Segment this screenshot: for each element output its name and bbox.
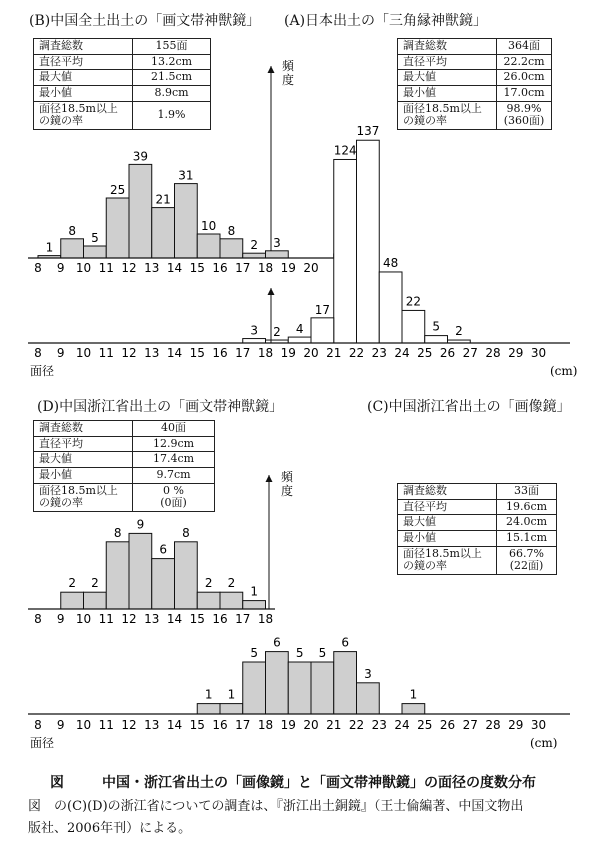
histogram-bar: [243, 339, 266, 343]
histogram-bar: [220, 592, 243, 609]
tick-label-d: 11: [98, 612, 114, 626]
tick-label-a: 11: [98, 346, 114, 360]
tick-label-a: 23: [371, 346, 387, 360]
histogram-bar: [84, 246, 107, 258]
stats-value: 17.4cm: [133, 452, 215, 468]
bar-value-label: 17: [314, 302, 331, 317]
bar-value-label: 1: [409, 687, 418, 702]
stats-key: 直径平均: [34, 436, 133, 452]
unit-lower: (cm): [530, 736, 558, 750]
note-line-1: 図 の(C)(D)の浙江省についての調査は、『浙江出土銅鏡』（王士倫編著、中国文物出: [28, 799, 524, 814]
histogram-bar: [311, 662, 334, 714]
tick-label-b: 17: [235, 261, 251, 275]
bar-value-label: 2: [204, 576, 213, 591]
histogram-bar: [220, 239, 243, 258]
tick-label-b: 16: [212, 261, 228, 275]
stats-key: 最小値: [398, 530, 497, 546]
tick-label-d: 10: [75, 612, 92, 626]
tick-label-b: 10: [75, 261, 92, 275]
stats-key: 直径平均: [398, 54, 497, 70]
tick-label-d: 14: [166, 612, 183, 626]
tick-label-b: 14: [166, 261, 183, 275]
tick-label-c: 11: [98, 718, 114, 732]
tick-label-c: 21: [326, 718, 342, 732]
histogram-bar: [175, 542, 198, 609]
histogram-bar: [197, 234, 220, 258]
tick-label-d: 18: [257, 612, 274, 626]
stats-value-sub: (0面): [160, 496, 187, 510]
frequency-axis-lower-stub-head: [268, 288, 275, 295]
bar-value-label: 8: [182, 525, 190, 540]
stats-value: 24.0cm: [497, 515, 557, 531]
bar-value-label: 4: [295, 322, 304, 337]
title-a: (A)日本出土の「三角縁神獣鏡」: [284, 13, 488, 29]
tick-label-b: 19: [280, 261, 296, 275]
tick-label-a: 13: [144, 346, 160, 360]
stats-key: 最大値: [398, 70, 497, 86]
xlabel-upper: 面径: [30, 364, 55, 378]
histogram-bar: [106, 542, 129, 609]
tick-label-c: 12: [121, 718, 137, 732]
title-b: (B)中国全土出土の「画文帯神獣鏡」: [29, 13, 261, 29]
histogram-bar: [175, 184, 198, 258]
bar-value-label: 25: [110, 183, 126, 197]
bar-value-label: 2: [273, 325, 281, 340]
stats-value: 1.9%: [133, 101, 211, 129]
histogram-bar: [129, 533, 152, 609]
bar-value-label: 2: [227, 576, 236, 591]
histogram-bar: [106, 198, 129, 258]
bar-value-label: 5: [318, 646, 327, 660]
histogram-bar: [357, 683, 380, 714]
histogram-bar: [266, 251, 289, 258]
bar-value-label: 137: [356, 124, 380, 139]
tick-label-a: 17: [235, 346, 251, 360]
stats-value-sub: (360面): [503, 114, 545, 128]
tick-label-a: 26: [439, 346, 456, 360]
stats-value: 9.7cm: [133, 467, 215, 483]
tick-label-a: 22: [348, 346, 365, 360]
ylabel-lower: 度: [280, 484, 294, 498]
stats-value: 8.9cm: [133, 85, 211, 101]
stats-value: 33面: [497, 484, 557, 500]
tick-label-a: 24: [394, 346, 410, 360]
bar-value-label: 8: [113, 525, 122, 540]
stats-key: 面径18.5m以上の鏡の率: [398, 546, 497, 574]
tick-label-a: 14: [166, 346, 183, 360]
tick-label-a: 27: [462, 346, 478, 360]
stats-value: 21.5cm: [133, 70, 211, 86]
bar-value-label: 5: [250, 646, 258, 660]
frequency-axis-d-head: [266, 475, 273, 482]
tick-label-d: 13: [144, 612, 160, 626]
tick-label-c: 14: [166, 718, 183, 732]
figure-note: [28, 796, 588, 840]
histogram-bar: [266, 652, 289, 714]
histogram-bar: [288, 337, 311, 343]
bar-value-label: 1: [204, 687, 213, 702]
bar-value-label: 2: [68, 576, 76, 591]
stats-key: 面径18.5m以上の鏡の率: [34, 483, 133, 511]
tick-label-c: 28: [485, 718, 501, 732]
tick-label-a: 10: [75, 346, 92, 360]
bar-value-label: 3: [273, 235, 281, 250]
histogram-bar: [243, 662, 266, 714]
histogram-bar: [152, 559, 175, 609]
tick-label-d: 8: [34, 612, 42, 626]
histogram-bar: [288, 662, 311, 714]
tick-label-d: 12: [121, 612, 137, 626]
bar-value-label: 6: [159, 542, 167, 557]
bar-value-label: 10: [201, 219, 217, 233]
bar-value-label: 6: [273, 635, 281, 650]
stats-value: 0 % (0面): [133, 483, 215, 511]
tick-label-c: 26: [439, 718, 456, 732]
histogram-bar: [334, 652, 357, 714]
histogram-bar: [129, 164, 152, 258]
histogram-bar: [402, 704, 425, 714]
tick-label-a: 16: [212, 346, 228, 360]
unit-upper: (cm): [550, 364, 578, 378]
stats-key: 最小値: [34, 467, 133, 483]
tick-label-d: 15: [189, 612, 205, 626]
stats-key: 調査総数: [398, 39, 497, 55]
tick-label-b: 18: [257, 261, 274, 275]
tick-label-c: 30: [530, 718, 547, 732]
stats-key: 直径平均: [34, 54, 133, 70]
tick-label-b: 20: [303, 261, 319, 275]
bar-value-label: 8: [68, 223, 76, 238]
histogram-bar: [357, 140, 380, 343]
stats-value-sub: (22面): [509, 559, 544, 573]
title-d: (D)中国浙江省出土の「画文帯神獣鏡」: [37, 399, 284, 415]
note-line-2: 版社、2006年刊）による。: [28, 821, 192, 836]
histogram-bar: [402, 310, 425, 343]
figure-caption: [28, 772, 536, 792]
bar-value-label: 9: [136, 517, 145, 532]
tick-label-a: 9: [56, 346, 65, 360]
bar-value-label: 2: [91, 576, 99, 591]
bar-value-label: 3: [250, 323, 258, 338]
stats-value: 15.1cm: [497, 530, 557, 546]
tick-label-c: 17: [235, 718, 251, 732]
tick-label-a: 18: [257, 346, 274, 360]
tick-label-c: 10: [75, 718, 92, 732]
bar-value-label: 5: [432, 319, 440, 334]
stats-key: 最大値: [34, 70, 133, 86]
stats-value: 364面: [497, 39, 552, 55]
stats-value: 26.0cm: [497, 70, 552, 86]
tick-label-b: 15: [189, 261, 205, 275]
bar-value-label: 31: [178, 168, 194, 183]
bar-value-label: 2: [250, 238, 258, 253]
stats-key: 最小値: [34, 85, 133, 101]
bar-value-label: 5: [91, 231, 99, 245]
tick-label-a: 8: [34, 346, 42, 360]
stats-key: 最小値: [398, 85, 497, 101]
bar-value-label: 6: [341, 635, 349, 650]
stats-value: 17.0cm: [497, 85, 552, 101]
tick-label-b: 11: [98, 261, 114, 275]
tick-label-c: 23: [371, 718, 387, 732]
tick-label-c: 20: [303, 718, 319, 732]
tick-label-a: 15: [189, 346, 205, 360]
tick-label-a: 12: [121, 346, 137, 360]
tick-label-c: 13: [144, 718, 160, 732]
tick-label-c: 29: [508, 718, 524, 732]
stats-key: 面径18.5m以上の鏡の率: [34, 101, 133, 129]
bar-value-label: 1: [227, 687, 236, 702]
histogram-bar: [243, 253, 266, 258]
tick-label-c: 9: [56, 718, 65, 732]
tick-label-a: 25: [417, 346, 433, 360]
histogram-bar: [197, 592, 220, 609]
stats-value: 22.2cm: [497, 54, 552, 70]
bar-value-label: 21: [155, 192, 171, 207]
tick-label-a: 29: [508, 346, 524, 360]
histogram-bar: [243, 601, 266, 609]
bar-value-label: 1: [250, 584, 258, 599]
tick-label-b: 8: [34, 261, 42, 275]
bar-value-label: 8: [227, 223, 236, 238]
tick-label-d: 9: [56, 612, 65, 626]
xlabel-lower: 面径: [30, 736, 55, 750]
stats-key: 調査総数: [398, 484, 497, 500]
stats-value: 12.9cm: [133, 436, 215, 452]
tick-label-c: 22: [348, 718, 365, 732]
ylabel-lower: 頻: [280, 470, 294, 484]
tick-label-b: 9: [56, 261, 65, 275]
bar-value-label: 2: [455, 324, 463, 339]
tick-label-a: 20: [303, 346, 319, 360]
stats-key: 調査総数: [34, 39, 133, 55]
tick-label-b: 13: [144, 261, 160, 275]
histogram-bar: [425, 336, 448, 343]
tick-label-c: 18: [257, 718, 274, 732]
bar-value-label: 39: [132, 149, 149, 164]
tick-label-a: 28: [485, 346, 501, 360]
tick-label-c: 27: [462, 718, 478, 732]
tick-label-c: 16: [212, 718, 228, 732]
ylabel-upper: 度: [281, 73, 295, 87]
ylabel-upper: 頻: [281, 59, 295, 73]
tick-label-d: 16: [212, 612, 228, 626]
tick-label-a: 19: [280, 346, 296, 360]
tick-label-b: 12: [121, 261, 137, 275]
stats-key: 面径18.5m以上の鏡の率: [398, 101, 497, 129]
tick-label-c: 19: [280, 718, 296, 732]
title-c: (C)中国浙江省出土の「画像鏡」: [367, 399, 571, 415]
bar-value-label: 5: [295, 646, 304, 660]
bar-value-label: 124: [333, 143, 357, 158]
histogram-bar: [61, 239, 84, 258]
tick-label-a: 30: [530, 346, 547, 360]
histogram-bar: [220, 704, 243, 714]
stats-value: 19.6cm: [497, 499, 557, 515]
tick-label-c: 8: [34, 718, 42, 732]
tick-label-c: 24: [394, 718, 410, 732]
frequency-axis-upper-head: [268, 66, 275, 73]
histogram-bar: [379, 272, 402, 343]
bar-value-label: 48: [383, 255, 399, 270]
tick-label-c: 15: [189, 718, 205, 732]
stats-key: 最大値: [34, 452, 133, 468]
histogram-bar: [311, 318, 334, 343]
histogram-bar: [334, 159, 357, 343]
stats-key: 最大値: [398, 515, 497, 531]
tick-label-a: 21: [326, 346, 342, 360]
bar-value-label: 1: [45, 240, 54, 255]
histogram-bar: [84, 592, 107, 609]
bar-value-label: 22: [405, 294, 422, 309]
tick-label-d: 17: [235, 612, 251, 626]
stats-value: 13.2cm: [133, 54, 211, 70]
figure-label: 図: [50, 775, 64, 791]
stats-value: 98.9% (360面): [497, 101, 552, 129]
stats-value: 155面: [133, 39, 211, 55]
bar-value-label: 3: [364, 666, 372, 681]
histogram-bar: [61, 592, 84, 609]
histogram-bar: [152, 208, 175, 258]
histogram-bar: [197, 704, 220, 714]
stats-key: 直径平均: [398, 499, 497, 515]
stats-value: 40面: [133, 421, 215, 437]
figure-title: 中国・浙江省出土の「画像鏡」と「画文帯神獣鏡」の面径の度数分布: [102, 775, 536, 791]
tick-label-c: 25: [417, 718, 433, 732]
stats-value: 66.7% (22面): [497, 546, 557, 574]
stats-key: 調査総数: [34, 421, 133, 437]
